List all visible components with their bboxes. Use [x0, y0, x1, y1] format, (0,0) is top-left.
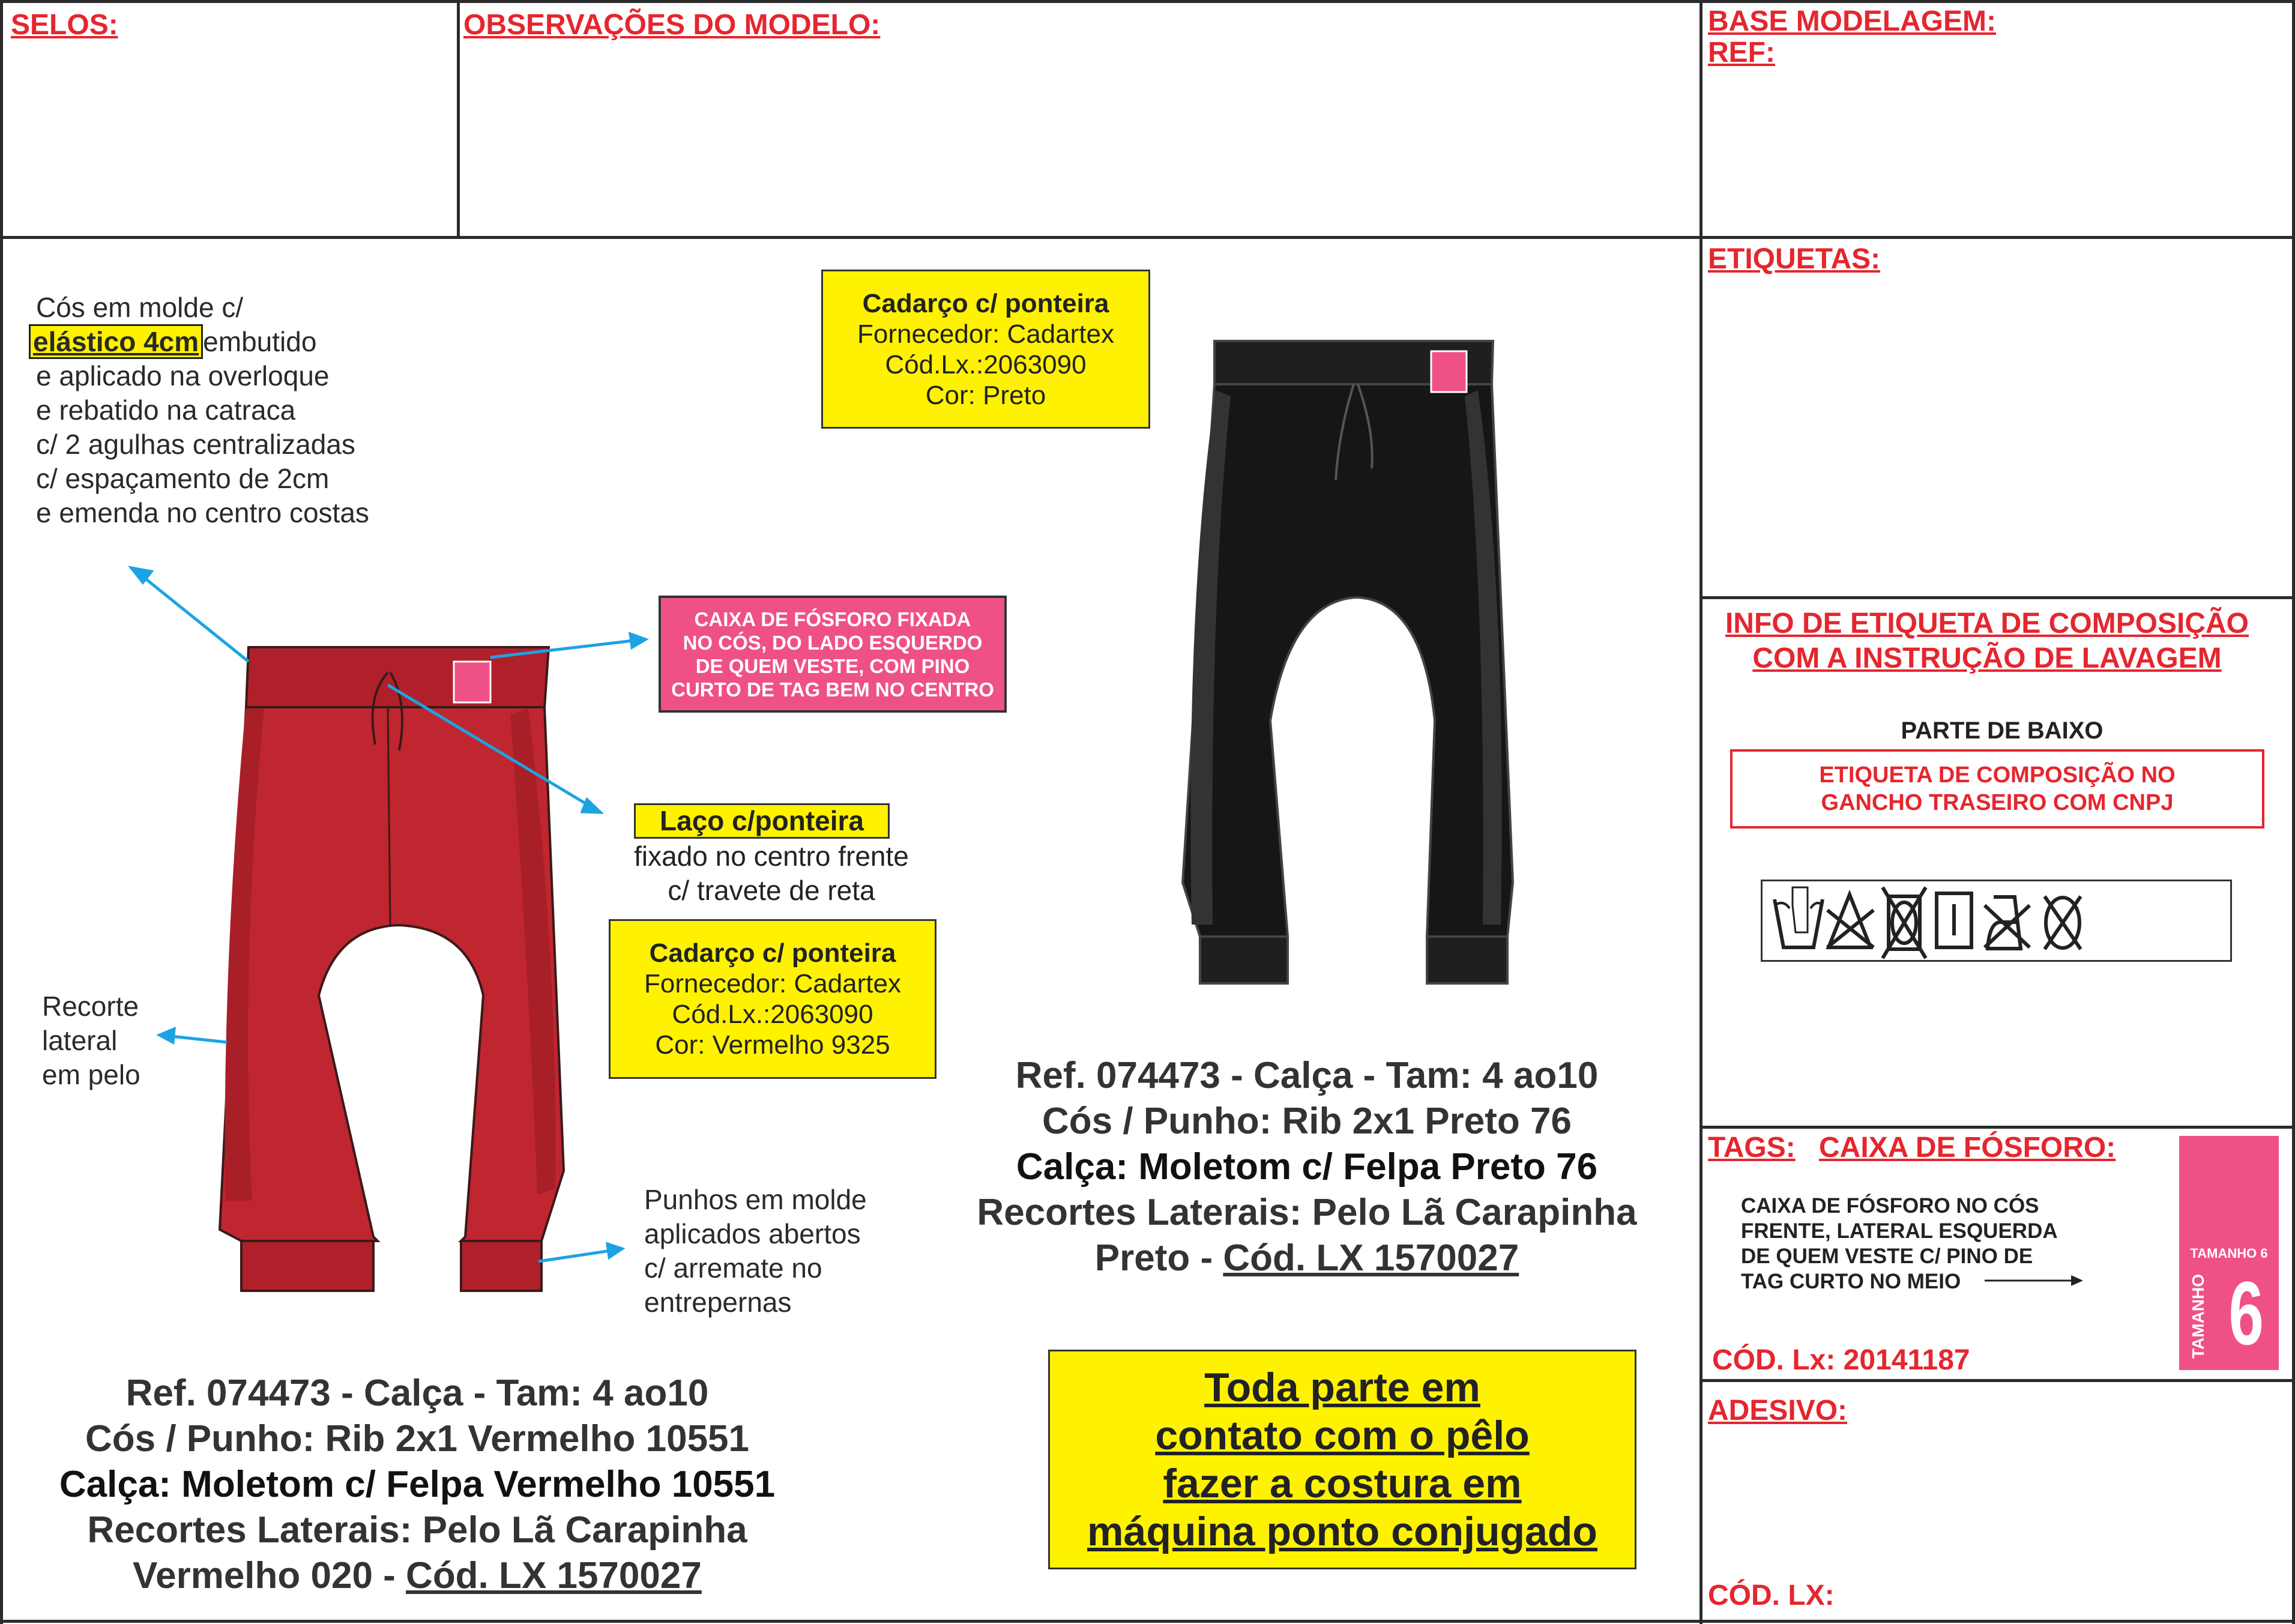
- note-line: embutido: [203, 326, 317, 357]
- note-line: Toda parte em: [1204, 1365, 1480, 1410]
- tag-card-number: 6: [2228, 1263, 2264, 1363]
- box-line: Cor: Vermelho 9325: [655, 1030, 890, 1060]
- spec-code: Cód. LX 1570027: [1223, 1237, 1519, 1279]
- note-line: Recorte: [42, 991, 139, 1022]
- note-line: aplicados abertos: [644, 1218, 861, 1249]
- red-model-spec: [59, 1371, 775, 1599]
- spec-prefix: Preto -: [1094, 1237, 1223, 1279]
- note-line: e emenda no centro costas: [36, 497, 369, 528]
- punhos-note: [644, 1183, 867, 1320]
- spec-prefix: Vermelho 020 -: [133, 1555, 406, 1596]
- note-line: c/ travete de reta: [668, 875, 875, 906]
- note-line-highlight: [33, 325, 369, 359]
- box-line: DE QUEM VESTE, COM PINO: [695, 655, 970, 677]
- note-line: Punhos em molde: [644, 1184, 867, 1215]
- caixa-fosforo-label: CAIXA DE FÓSFORO:: [1819, 1132, 2116, 1164]
- note-line: c/ 2 agulhas centralizadas: [36, 429, 355, 460]
- note-line: máquina ponto conjugado: [1087, 1509, 1597, 1554]
- note-line: c/ espaçamento de 2cm: [36, 463, 330, 494]
- box-line: Cor: Preto: [925, 380, 1046, 410]
- note-line: e rebatido na catraca: [36, 394, 296, 426]
- spec-line: Cós / Punho: Rib 2x1 Vermelho 10551: [85, 1418, 750, 1459]
- elastico-highlight: elástico 4cm: [29, 324, 203, 359]
- box-line: Cód.Lx.:2063090: [885, 349, 1087, 379]
- base-modelagem-label: BASE MODELAGEM:: [1708, 5, 1996, 37]
- box-line: Fornecedor: Cadartex: [644, 969, 901, 998]
- spec-code: Cód. LX 1570027: [406, 1555, 702, 1596]
- box-line: CAIXA DE FÓSFORO FIXADA: [694, 608, 971, 630]
- cod-tag: CÓD. Lx: 20141187: [1712, 1344, 1970, 1376]
- adesivo-label: ADESIVO:: [1708, 1395, 1848, 1426]
- note-line: lateral: [42, 1025, 118, 1056]
- black-pants-drawing: [1183, 341, 1513, 983]
- note-line: entrepernas: [644, 1287, 792, 1318]
- box-line: CURTO DE TAG BEM NO CENTRO: [671, 678, 994, 701]
- tag-card-line: TAMANHO 6: [2190, 1246, 2268, 1261]
- arrow-icon: [131, 568, 249, 662]
- arrow-icon: [538, 1244, 622, 1261]
- ref-label: REF:: [1708, 37, 1775, 68]
- box-line: Cód.Lx.:2063090: [672, 1000, 873, 1029]
- recorte-note: [42, 989, 140, 1092]
- tag-text-line: DE QUEM VESTE C/ PINO DE: [1741, 1245, 2033, 1268]
- tag-text-line: FRENTE, LATERAL ESQUERDA: [1741, 1219, 2058, 1243]
- box-title: Cadarço c/ ponteira: [649, 938, 896, 968]
- note-line: contato com o pêlo: [1155, 1413, 1530, 1458]
- black-model-spec: [977, 1053, 1636, 1281]
- tags-label: TAGS:: [1708, 1132, 1796, 1164]
- caixa-fosforo-box: [659, 596, 1007, 713]
- note-line: em pelo: [42, 1059, 140, 1090]
- spec-line: Calça: Moletom c/ Felpa Vermelho 10551: [59, 1464, 776, 1505]
- spec-line: Recortes Laterais: Pelo Lã Carapinha: [87, 1509, 747, 1551]
- info-title-line2: COM A INSTRUÇÃO DE LAVAGEM: [1752, 642, 2222, 674]
- spec-line: Recortes Laterais: Pelo Lã Carapinha: [977, 1192, 1637, 1233]
- arrow-icon: [490, 634, 645, 657]
- spec-line: Ref. 074473 - Calça - Tam: 4 ao10: [1015, 1055, 1599, 1096]
- laco-title: Laço c/ponteira: [634, 803, 890, 839]
- tag-text-line: TAG CURTO NO MEIO: [1741, 1270, 1961, 1293]
- box-line: Fornecedor: Cadartex: [857, 319, 1114, 349]
- cadarco-black-box: [821, 270, 1150, 429]
- cod-adesivo: CÓD. LX:: [1708, 1580, 1835, 1611]
- tag-card-side: TAMANHO: [2189, 1273, 2207, 1359]
- spec-line: [977, 1236, 1636, 1281]
- spec-line: Ref. 074473 - Calça - Tam: 4 ao10: [125, 1372, 709, 1414]
- note-line: fixado no centro frente: [634, 841, 909, 872]
- box-title: Cadarço c/ ponteira: [862, 288, 1109, 318]
- composicao-line2: GANCHO TRASEIRO COM CNPJ: [1821, 790, 2174, 815]
- cos-note: [33, 291, 369, 530]
- box-line: NO CÓS, DO LADO ESQUERDO: [683, 632, 983, 654]
- spec-line: Calça: Moletom c/ Felpa Preto 76: [1016, 1146, 1598, 1188]
- arrow-icon: [160, 1029, 227, 1042]
- etiquetas-label: ETIQUETAS:: [1708, 243, 1881, 275]
- red-pants-drawing: [220, 647, 564, 1291]
- costura-note-box: [1048, 1350, 1636, 1569]
- spec-line: [59, 1553, 775, 1599]
- selos-label: SELOS:: [11, 9, 118, 41]
- composicao-line1: ETIQUETA DE COMPOSIÇÃO NO: [1819, 762, 2176, 788]
- tag-text-line: CAIXA DE FÓSFORO NO CÓS: [1741, 1194, 2039, 1218]
- spec-line: Cós / Punho: Rib 2x1 Preto 76: [1042, 1100, 1572, 1142]
- note-line: e aplicado na overloque: [36, 360, 330, 391]
- cadarco-red-box: [609, 919, 936, 1079]
- observacoes-label: OBSERVAÇÕES DO MODELO:: [463, 9, 881, 41]
- info-title-line1: INFO DE ETIQUETA DE COMPOSIÇÃO: [1725, 608, 2249, 639]
- note-line: c/ arremate no: [644, 1252, 822, 1284]
- note-line: Cós em molde c/: [36, 292, 244, 323]
- note-line: fazer a costura em: [1163, 1461, 1522, 1506]
- laco-note: [591, 839, 951, 908]
- parte-de-baixo: PARTE DE BAIXO: [1901, 717, 2103, 744]
